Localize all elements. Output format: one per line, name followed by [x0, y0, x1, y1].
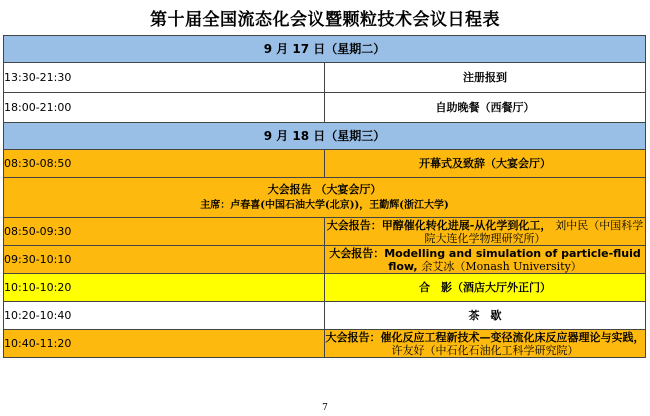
talk-title: 大会报告：甲醇催化转化进展-从化学到化工，	[326, 218, 552, 232]
table-row	[4, 330, 646, 358]
time-cell: 08:30-08:50	[4, 150, 325, 178]
talk-title: 大会报告：Modelling and simulation of particle-fluid flow,	[329, 246, 641, 273]
table-row	[4, 63, 646, 93]
time-cell: 18:00-21:00	[4, 93, 325, 123]
schedule-table	[3, 35, 646, 358]
talk-speaker: 许友好（中石化石油化工科学研究院）	[391, 343, 579, 357]
day-header-row	[4, 36, 646, 63]
page-number: 7	[322, 403, 328, 413]
table-row	[4, 246, 646, 274]
day-header-row	[4, 123, 646, 150]
event-cell	[325, 246, 646, 274]
table-row	[4, 93, 646, 123]
plenary-chair: 主席：卢春喜(中国石油大学(北京))，王勤辉(浙江大学)	[200, 200, 449, 211]
event-cell: 茶 歇	[325, 302, 646, 330]
talk-title: 大会报告：催化反应工程新技术—变径流化床反应器理论与实践，	[325, 330, 645, 344]
event-cell	[325, 218, 646, 246]
plenary-header-row	[4, 178, 646, 218]
event-cell: 开幕式及致辞（大宴会厅）	[325, 150, 646, 178]
time-cell: 09:30-10:10	[4, 246, 325, 274]
talk-speaker: 余艾冰（Monash University）	[421, 259, 582, 273]
table-row	[4, 274, 646, 302]
event-cell: 合 影（酒店大厅外正门）	[325, 274, 646, 302]
event-cell: 注册报到	[325, 63, 646, 93]
talk-speaker: 刘中民（中国科学院大连化学物理研究所）	[424, 218, 644, 245]
event-cell	[325, 330, 646, 358]
time-cell: 10:10-10:20	[4, 274, 325, 302]
day-header-sep17: 9 月 17 日（星期二）	[4, 36, 646, 63]
table-row	[4, 150, 646, 178]
table-row	[4, 302, 646, 330]
plenary-title: 大会报告 （大宴会厅）	[267, 183, 382, 196]
day-header-sep18: 9 月 18 日（星期三）	[4, 123, 646, 150]
time-cell: 08:50-09:30	[4, 218, 325, 246]
time-cell: 10:40-11:20	[4, 330, 325, 358]
page-title: 第十届全国流态化会议暨颗粒技术会议日程表	[150, 10, 500, 30]
event-cell: 自助晚餐（西餐厅）	[325, 93, 646, 123]
time-cell: 13:30-21:30	[4, 63, 325, 93]
table-row	[4, 218, 646, 246]
plenary-header-cell	[4, 178, 646, 218]
time-cell: 10:20-10:40	[4, 302, 325, 330]
